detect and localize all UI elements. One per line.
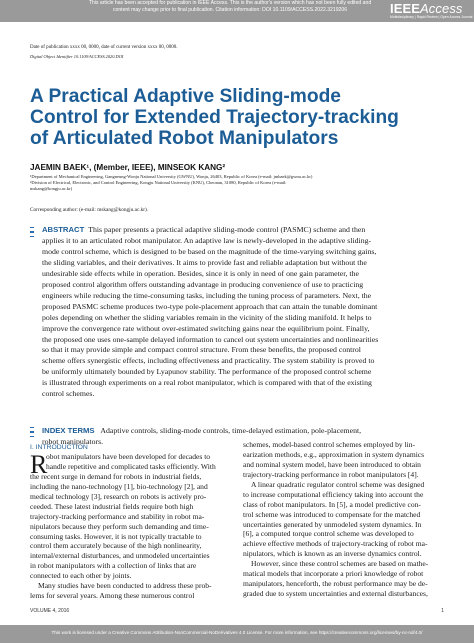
- paper-title: [30, 86, 450, 149]
- body-line: graded due to system uncertainties and external disturbances,: [243, 589, 428, 599]
- abstract-line: is illustrated through experiments on a real robot manipulator, which is compared with that of the existing: [42, 378, 372, 388]
- body-line: medical technology [3], research on robots is actively pro-: [30, 491, 207, 501]
- top-banner: [0, 0, 474, 22]
- body-line: However, since these control schemes are based on mathe-: [251, 559, 429, 569]
- body-line: trajectory-tracking performance in robot manipulators [4].: [243, 469, 419, 479]
- author-list: JAEMIN BAEK¹, (Member, IEEE), MINSEOK KANG²: [30, 163, 226, 172]
- logo-access: Access: [420, 1, 463, 16]
- ieee-access-logo: [390, 1, 473, 22]
- banner-line-1: This article has been accepted for publication in IEEE Access. This is the author's version which has not been fully edited and: [88, 0, 372, 6]
- banner-notice: [80, 0, 380, 14]
- abstract-line: applies it to an articulated robot manipulator. An adaptive law is newly-developed in the adaptive sliding-: [42, 235, 372, 245]
- body-line: handle repetitive and complicated tasks efficiently. With: [46, 461, 216, 471]
- abstract-marker-icon: [30, 227, 34, 237]
- title-line-2: Control for Extended Trajectory-tracking: [30, 107, 399, 128]
- abstract-line: improve the convergence rate without over-estimated switching gains near the equilibrium point. Finally,: [42, 323, 370, 333]
- body-line: schemes, model-based control schemes employed by lin-: [243, 440, 416, 449]
- body-line: to increase computational efficiency taking into account the: [243, 489, 424, 499]
- body-line: nipulators because they perform such demanding and time-: [30, 521, 209, 531]
- license-notice: This work is licensed under a Creative Commons Attribution-NonCommercial-NoDerivatives 4.0 License. For more information, see https://creativecommons.org/licenses/by-nc-nd/4.0/: [51, 630, 423, 635]
- body-line: manipulators, henceforth, the robust performance may be de-: [243, 579, 428, 589]
- body-line: control them accurately because of the high nonlinearity,: [30, 541, 202, 551]
- body-line: uncertainties generated by unmodeled system dynamics. In: [243, 519, 422, 529]
- corresponding-author: Corresponding author: (e-mail: mskang@kongju.ac.kr).: [30, 207, 149, 213]
- index-terms-text: Adaptive controls, sliding-mode controls, time-delayed estimation, pole-placement,: [100, 426, 362, 435]
- body-line: ceeded. These latest industrial fields require both high: [30, 501, 194, 511]
- intro-right-column: [243, 440, 449, 599]
- intro-left-column: [30, 452, 230, 601]
- affiliation-1: ¹Department of Mechanical Engineering, Gangneung-Wonju National University (GWNU), Wonju, 26403, Republic of Korea (e-mail: jmbaek@gwnu.ac.kr): [30, 174, 313, 179]
- body-line: the recent surge in demand for robots in industrial fields,: [30, 471, 202, 481]
- abstract: [42, 225, 454, 400]
- footer-page-number: 1: [441, 608, 444, 614]
- body-line: obot manipulators have been developed for decades to: [46, 452, 211, 461]
- body-line: and nominal system model, have been introduced to obtain: [243, 459, 421, 469]
- abstract-label: ABSTRACT: [42, 225, 85, 234]
- abstract-line: the sliding variables, and their derivatives. It aims to provide fast and reliable adaptation but without the: [42, 257, 367, 267]
- abstract-line: so that it may provide simple and compact control structure. From these benefits, the proposed control: [42, 345, 361, 355]
- abstract-line: mode control scheme, which is designed to be based on the magnitude of the time-varying switching gains,: [42, 246, 377, 256]
- section-heading-introduction: I. INTRODUCTION: [30, 444, 88, 451]
- abstract-line: proposed control algorithm offers outstanding advantage in producing convenience of use to practicing: [42, 279, 364, 289]
- drop-cap: R: [30, 450, 48, 479]
- body-line: connected to each other by joints.: [30, 571, 132, 581]
- bottom-banner: [0, 625, 474, 643]
- abstract-line: proposed PASMC scheme produces two-type pole-placement approach that can attain the tunable dominant: [42, 301, 378, 311]
- doi-line: Digital Object Identifier 10.1109/ACCESS.2020.DOI: [30, 54, 124, 59]
- body-line: lems for several years. Among these numerous control: [30, 591, 195, 601]
- index-terms-label: INDEX TERMS: [42, 426, 95, 435]
- body-line: A linear quadratic regulator control scheme was designed: [251, 479, 425, 489]
- banner-line-2: content may change prior to final publication. Citation information: DOI 10.1109/ACCESS.2022.3219206: [112, 7, 348, 13]
- abstract-line: scheme offers synergistic effects, including effectiveness and practicality. The system stability is proved to: [42, 356, 375, 366]
- logo-tagline: Multidisciplinary | Rapid Review | Open Access Journal: [390, 15, 473, 19]
- body-line: in robot manipulators with a collection of links that are: [30, 561, 197, 571]
- abstract-line: undesirable side effects while in operation. Besides, since it is only in need of one gain parameter, the: [42, 268, 359, 278]
- publication-date: Date of publication xxxx 00, 0000, date of current version xxxx 00, 0000.: [30, 45, 178, 50]
- body-line: [6], a computed torque control scheme was developed to: [243, 529, 414, 539]
- body-line: consuming tasks. However, it is not typically tractable to: [30, 531, 202, 541]
- abstract-text: This paper presents a practical adaptive sliding-mode control (PASMC) scheme and then: [88, 225, 366, 234]
- body-line: matical models that incorporate a priori knowledge of robot: [243, 569, 424, 579]
- abstract-line: engineers while reducing the time-consuming tasks, including the tuning process of parameters. Next, the: [42, 290, 372, 300]
- index-terms-marker-icon: [30, 427, 34, 437]
- affiliation-3: mskang@kongju.ac.kr): [30, 186, 73, 191]
- body-line: including the nano-technology [1], bio-technology [2], and: [30, 481, 208, 491]
- logo-wordmark: [390, 2, 466, 15]
- affiliation-2: ²Division of Electrical, Electronic, and Control Engineering, Kongju National University (KNU), Cheonan, 31080, Republic of Korea (e-mail:: [30, 180, 287, 185]
- body-line: internal/external disturbances, and unmodeled uncertainties: [30, 551, 210, 561]
- logo-ieee: IEEE: [390, 1, 421, 16]
- body-line: class of robot manipulators. In [5], a model predictive con-: [243, 499, 421, 509]
- footer-volume: VOLUME 4, 2016: [30, 608, 70, 614]
- title-line-1: A Practical Adaptive Sliding-mode: [30, 86, 341, 107]
- abstract-line: control schemes.: [42, 389, 95, 399]
- body-line: nipulators, which is known as an inverse dynamics control.: [243, 549, 422, 559]
- title-line-3: of Articulated Robot Manipulators: [30, 128, 339, 149]
- abstract-line: [42, 225, 454, 236]
- body-line: trajectory-tracking performance and stability in robot ma-: [30, 511, 205, 521]
- body-line: earization methods, e.g., approximation in system dynamics: [243, 449, 425, 459]
- body-line: achieve effective methods of trajectory-tracking of robot ma-: [243, 539, 428, 549]
- abstract-line: be uniformly ultimately bounded by Lyapunov stability. The performance of the proposed control scheme: [42, 367, 372, 377]
- index-terms-line: [42, 426, 454, 437]
- abstract-line: poles depending on whether the sliding variables remain in the vicinity of the sliding manifold. It helps to: [42, 312, 372, 322]
- index-terms-line: robot manipulators.: [42, 436, 104, 446]
- abstract-line: the proposed one uses one-sample delayed information to cancel out system uncertainties and nonlinearities: [42, 334, 379, 344]
- body-line: Many studies have been conducted to address these prob-: [38, 581, 212, 591]
- body-line: trol scheme was introduced to compensate for the matched: [243, 509, 421, 519]
